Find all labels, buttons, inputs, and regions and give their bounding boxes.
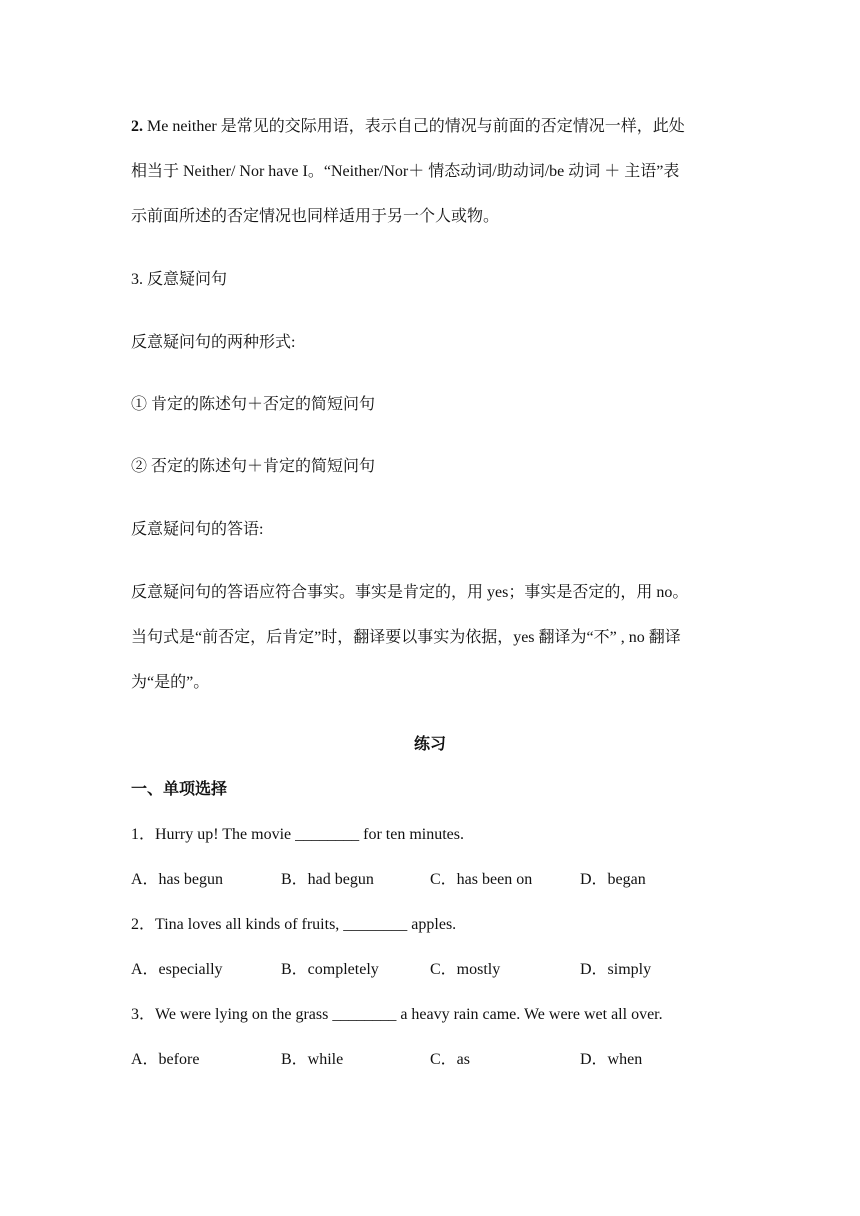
note-2-line-2: 相当于 Neither/ Nor have I。“Neither/Nor＋ 情态动词/助动词/be 动词 ＋ 主语”表: [131, 163, 680, 180]
question-3-option-a: A．before: [131, 1051, 200, 1068]
form-2: ② 否定的陈述句＋肯定的简短问句: [131, 458, 376, 475]
note-2-line-1: [131, 116, 685, 138]
exercise-title: 练习: [413, 736, 446, 753]
question-2-option-c: C．mostly: [430, 961, 501, 978]
question-2-option-d: D．simply: [580, 961, 652, 978]
question-1-option-b: B．had begun: [281, 871, 374, 888]
answer-line-1: 反意疑问句的答语应符合事实。事实是肯定的，用 yes；事实是否定的，用 no。: [131, 584, 689, 601]
form-1: ① 肯定的陈述句＋否定的简短问句: [131, 396, 376, 413]
question-1-stem: 1．Hurry up! The movie ________ for ten minutes.: [131, 826, 464, 843]
question-1-option-c: C．has been on: [430, 871, 533, 888]
question-2-option-a: A．especially: [131, 961, 223, 978]
answer-heading: 反意疑问句的答语:: [131, 521, 264, 538]
question-1-option-a: A．has begun: [131, 871, 223, 888]
answer-line-2: 当句式是“前否定，后肯定”时，翻译要以事实为依据，yes 翻译为“不” , no 翻译: [131, 629, 681, 646]
question-2-stem: 2．Tina loves all kinds of fruits, ________ apples.: [131, 916, 457, 933]
answer-line-3: 为“是的”。: [131, 674, 210, 691]
question-3-option-b: B．while: [281, 1051, 344, 1068]
question-1-option-d: D．began: [580, 871, 646, 888]
note-2-number: 2.: [131, 118, 143, 135]
question-3-option-d: D．when: [580, 1051, 643, 1068]
question-3-stem: 3．We were lying on the grass ________ a heavy rain came. We were wet all over.: [131, 1006, 663, 1023]
note-2-line-1-text: Me neither 是常见的交际用语，表示自己的情况与前面的否定情况一样，此处: [143, 118, 685, 135]
forms-heading: 反意疑问句的两种形式:: [131, 334, 296, 351]
note-2-line-3: 示前面所述的否定情况也同样适用于另一个人或物。: [131, 208, 500, 225]
question-3-option-c: C．as: [430, 1051, 471, 1068]
question-2-option-b: B．completely: [281, 961, 379, 978]
note-3-title: 3. 反意疑问句: [131, 271, 228, 288]
section-single-choice: 一、单项选择: [131, 781, 228, 798]
